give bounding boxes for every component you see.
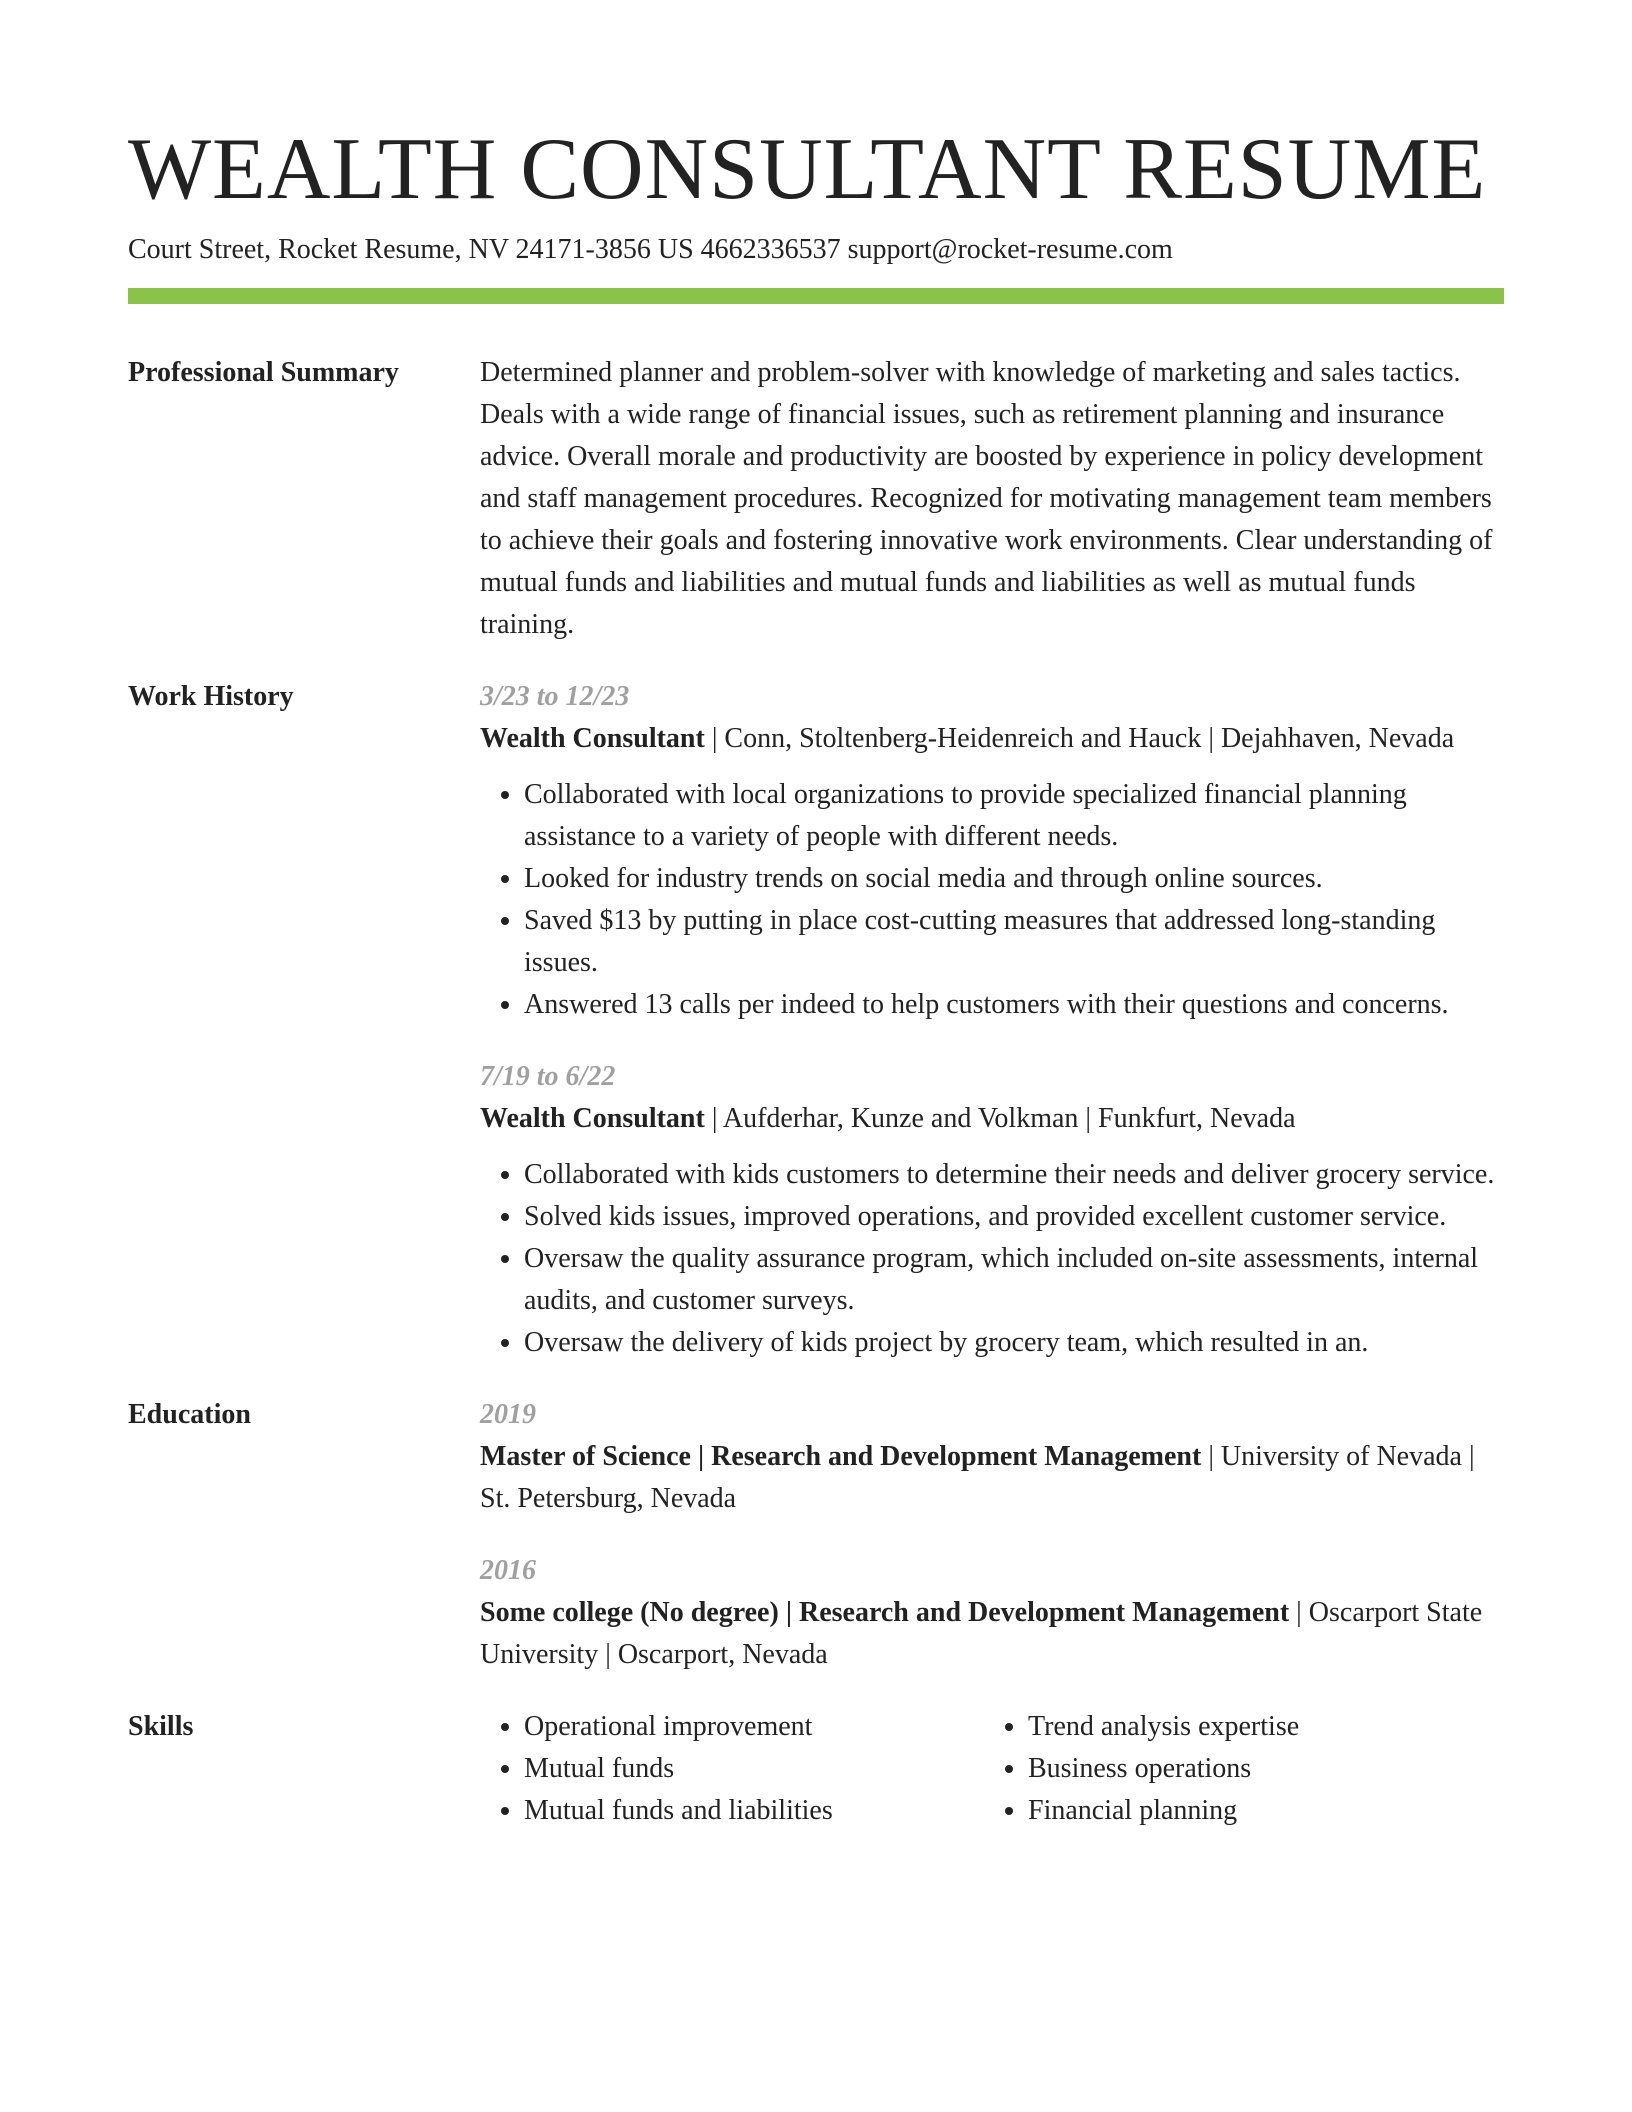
resume-page (128, 118, 1504, 1832)
job-bullets (480, 774, 1504, 1026)
job-bullet: • Answered 13 calls per indeed to help customers with their questions and concerns. (524, 984, 1504, 1026)
education-details: | University of Nevada | St. Petersburg, Nevada (480, 1441, 1475, 1514)
skills-section (128, 1706, 1504, 1832)
skills-label: Skills (128, 1711, 194, 1742)
education-label: Education (128, 1399, 251, 1430)
education-degree: Master of Science | Research and Development Management (480, 1441, 1202, 1472)
job-bullets (480, 1154, 1504, 1364)
summary-section (128, 352, 1504, 646)
education-entry (480, 1394, 1504, 1520)
skills-grid (480, 1706, 1504, 1832)
job-details: | Aufderhar, Kunze and Volkman | Funkfurt, Nevada (704, 1103, 1296, 1134)
skill-item: • Mutual funds and liabilities (524, 1790, 984, 1832)
summary-body (480, 352, 1504, 646)
job-bullet: • Collaborated with kids customers to determine their needs and deliver grocery service. (524, 1154, 1504, 1196)
accent-divider (128, 288, 1504, 304)
job-title: Wealth Consultant (480, 1103, 705, 1134)
skills-column (480, 1706, 984, 1832)
job-details: | Conn, Stoltenberg-Heidenreich and Hauck | Dejahhaven, Nevada (704, 723, 1455, 754)
job-bullet: • Oversaw the delivery of kids project by grocery team, which resulted in an. (524, 1322, 1504, 1364)
job-dates: 7/19 to 6/22 (480, 1061, 616, 1092)
summary-label: Professional Summary (128, 357, 399, 388)
job-bullet: • Solved kids issues, improved operations, and provided excellent customer service. (524, 1196, 1504, 1238)
education-details: | Oscarport State University | Oscarport, Nevada (480, 1597, 1483, 1670)
work-history-label: Work History (128, 681, 294, 712)
education-year: 2016 (480, 1555, 536, 1586)
skill-item: • Mutual funds (524, 1748, 984, 1790)
education-section (128, 1394, 1504, 1676)
job-entry (480, 1056, 1504, 1364)
job-heading (480, 718, 1504, 760)
job-title: Wealth Consultant (480, 723, 705, 754)
job-entry (480, 676, 1504, 1026)
job-heading (480, 1098, 1504, 1140)
job-bullet: • Collaborated with local organizations to provide specialized financial planning assistance to a variety of people with different needs. (524, 774, 1504, 858)
summary-text: Determined planner and problem-solver with knowledge of marketing and sales tactics. Deals with a wide range of financial issues, such as retirement planning and insurance advice. Overall morale and productivity are boosted by experience in policy development and staff management procedures. Recognized for motivating management team members to achieve their goals and fostering innovative work environments. Clear understanding of mutual funds and liabilities and mutual funds and liabilities as well as mutual funds training. (480, 357, 1493, 640)
education-entry (480, 1550, 1504, 1676)
job-dates: 3/23 to 12/23 (480, 681, 630, 712)
resume-title: WEALTH CONSULTANT RESUME (128, 121, 1487, 218)
skill-item: • Operational improvement (524, 1706, 984, 1748)
education-degree: Some college (No degree) | Research and Development Management (480, 1597, 1290, 1628)
skill-item: • Business operations (1028, 1748, 1488, 1790)
skill-item: • Financial planning (1028, 1790, 1488, 1832)
skills-column (984, 1706, 1488, 1832)
job-bullet: • Saved $13 by putting in place cost-cutting measures that addressed long-standing issues. (524, 900, 1504, 984)
job-bullet: • Looked for industry trends on social media and through online sources. (524, 858, 1504, 900)
education-body (480, 1394, 1504, 1676)
education-heading (480, 1592, 1504, 1676)
skill-item: • Trend analysis expertise (1028, 1706, 1488, 1748)
education-year: 2019 (480, 1399, 536, 1430)
skills-body (480, 1706, 1504, 1832)
contact-line: Court Street, Rocket Resume, NV 24171-3856 US 4662336537 support@rocket-resume.com (128, 234, 1173, 265)
education-heading (480, 1436, 1504, 1520)
job-bullet: • Oversaw the quality assurance program, which included on-site assessments, internal audits, and customer surveys. (524, 1238, 1504, 1322)
work-history-section (128, 676, 1504, 1364)
work-history-body (480, 676, 1504, 1364)
